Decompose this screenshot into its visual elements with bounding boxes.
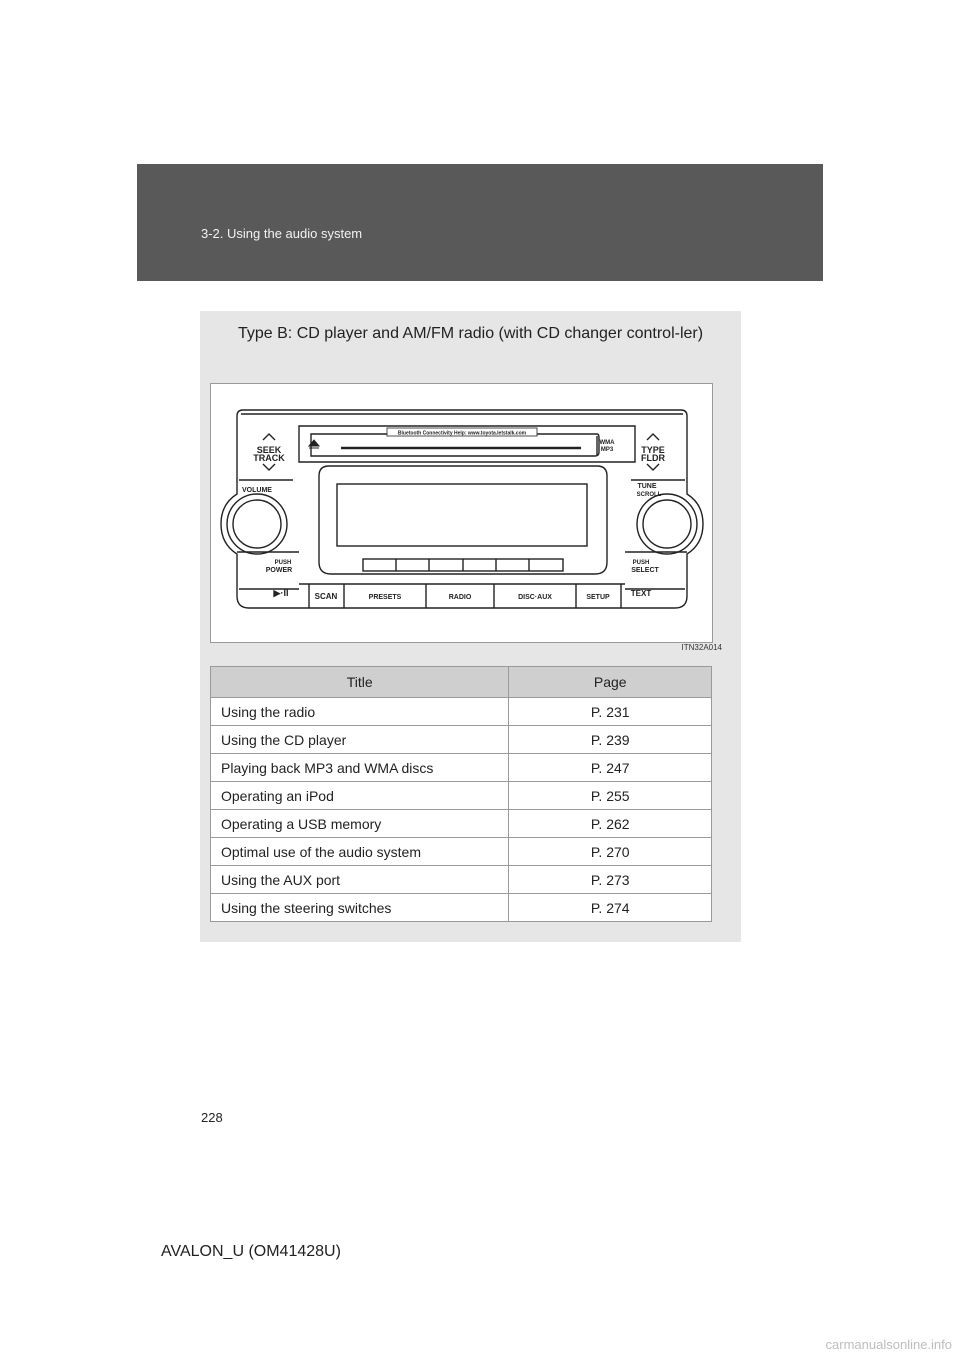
row-title: Using the AUX port bbox=[211, 866, 509, 894]
scroll-label: SCROLL bbox=[636, 492, 662, 498]
text-label: TEXT bbox=[630, 589, 652, 598]
row-title: Optimal use of the audio system bbox=[211, 838, 509, 866]
row-title: Operating a USB memory bbox=[211, 810, 509, 838]
table-row bbox=[211, 838, 712, 866]
row-page: P. 231 bbox=[509, 698, 712, 726]
row-page: P. 239 bbox=[509, 726, 712, 754]
section-title: 3-2. Using the audio system bbox=[201, 226, 363, 241]
scan-label: SCAN bbox=[314, 592, 338, 601]
seek-label: SEEK bbox=[256, 445, 282, 455]
folder-label: FLDR bbox=[641, 453, 665, 463]
header-title: Title bbox=[211, 667, 509, 698]
type-label: TYPE bbox=[641, 445, 665, 455]
row-page: P. 262 bbox=[509, 810, 712, 838]
bluetooth-help-label: Bluetooth Connectivity Help: www.toyota.letstalk.com bbox=[397, 430, 527, 437]
row-page: P. 270 bbox=[509, 838, 712, 866]
table-row bbox=[211, 726, 712, 754]
table-row bbox=[211, 782, 712, 810]
track-label: TRACK bbox=[253, 453, 285, 463]
document-code: AVALON_U (OM41428U) bbox=[161, 1243, 341, 1260]
volume-label: VOLUME bbox=[242, 487, 272, 494]
table-row bbox=[211, 810, 712, 838]
setup-label: SETUP bbox=[586, 594, 610, 601]
header-page: Page bbox=[509, 667, 712, 698]
reference-table bbox=[210, 666, 712, 922]
row-title: Operating an iPod bbox=[211, 782, 509, 810]
wma-label: WMA bbox=[599, 440, 615, 446]
table-row bbox=[211, 866, 712, 894]
row-page: P. 247 bbox=[509, 754, 712, 782]
push-label-left: PUSH bbox=[274, 560, 292, 566]
row-title: Playing back MP3 and WMA discs bbox=[211, 754, 509, 782]
figure-id: ITN32A014 bbox=[681, 643, 722, 652]
type-description: Type B: CD player and AM/FM radio (with CD changer control-ler) bbox=[238, 325, 704, 342]
disc-aux-label: DISC·AUX bbox=[518, 594, 552, 601]
table-header-row bbox=[211, 667, 712, 698]
row-page: P. 273 bbox=[509, 866, 712, 894]
tune-label: TUNE bbox=[637, 483, 657, 490]
table-row bbox=[211, 698, 712, 726]
watermark: carmanualsonline.info bbox=[825, 1337, 952, 1352]
row-title: Using the CD player bbox=[211, 726, 509, 754]
page-number: 228 bbox=[201, 1110, 223, 1125]
push-label-right: PUSH bbox=[632, 560, 650, 566]
row-title: Using the steering switches bbox=[211, 894, 509, 922]
audio-unit-figure bbox=[210, 383, 722, 652]
mp3-label: MP3 bbox=[600, 447, 614, 453]
table-row bbox=[211, 894, 712, 922]
row-title: Using the radio bbox=[211, 698, 509, 726]
presets-label: PRESETS bbox=[368, 594, 402, 601]
table-row bbox=[211, 754, 712, 782]
audio-unit-illustration bbox=[211, 384, 712, 642]
row-page: P. 274 bbox=[509, 894, 712, 922]
header-band bbox=[137, 164, 823, 281]
select-label: SELECT bbox=[631, 567, 659, 574]
radio-label: RADIO bbox=[448, 594, 472, 601]
power-label: POWER bbox=[265, 567, 293, 574]
row-page: P. 255 bbox=[509, 782, 712, 810]
play-pause-label: ▶·II bbox=[273, 588, 289, 598]
